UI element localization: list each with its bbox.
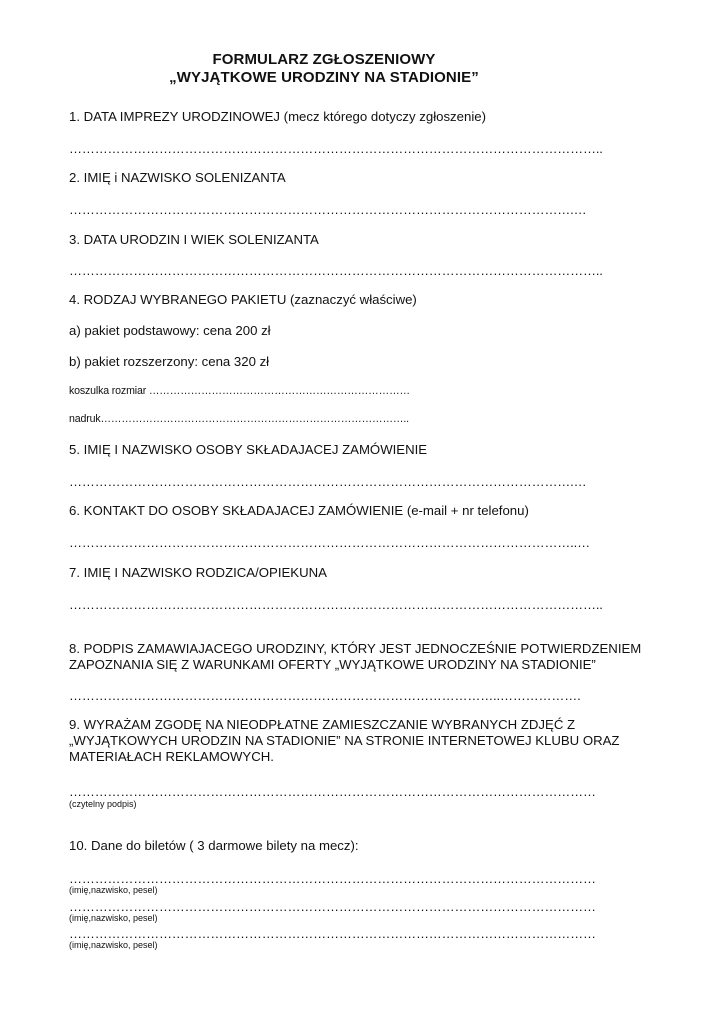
ticket-1-line[interactable]: …………………………………………………………………………………………………………… [69,871,596,886]
package-extended-option[interactable]: b) pakiet rozszerzony: cena 320 zł [69,354,270,369]
form-title-line-2: „WYJĄTKOWE URODZINY NA STADIONIE” [169,69,479,86]
question-2-answer-line[interactable]: ……………………………………………………………………………………………………….… [69,202,587,217]
ticket-1-caption: (imię,nazwisko, pesel) [69,885,158,895]
question-5-label: 5. IMIĘ I NAZWISKO OSOBY SKŁADAJACEJ ZAMÓWIENIE [69,442,428,457]
ticket-2-caption: (imię,nazwisko, pesel) [69,913,158,923]
ticket-3-caption: (imię,nazwisko, pesel) [69,940,158,950]
question-9-label: 9. WYRAŻAM ZGODĘ NA NIEODPŁATNE ZAMIESZCZANIE WYBRANYCH ZDJĘĆ Z „WYJĄTKOWYCH URODZIN NA STADIONIE” NA STRONIE INTERNETOWEJ KLUBU ORAZ MATERIAŁACH REKLAMOWYCH. [69,717,620,764]
question-3-label: 3. DATA URODZIN I WIEK SOLENIZANTA [69,232,319,247]
question-8-label: 8. PODPIS ZAMAWIAJACEGO URODZINY, KTÓRY JEST JEDNOCZEŚNIE POTWIERDZENIEM ZAPOZNANIA SIĘ Z WARUNKAMI OFERTY „WYJĄTKOWE URODZINY NA STADIONIE” [69,641,642,672]
question-5-answer-line[interactable]: ……………………………………………………………………………………………………….… [69,474,587,489]
question-7-label: 7. IMIĘ I NAZWISKO RODZICA/OPIEKUNA [69,565,327,580]
shirt-print-field[interactable]: nadruk…………………………………………………………………………….. [69,413,409,425]
form-title-line-1: FORMULARZ ZGŁOSZENIOWY [212,51,436,68]
package-basic-option[interactable]: a) pakiet podstawowy: cena 200 zł [69,323,271,338]
question-3-answer-line[interactable]: …………………………………………………………………………………………………………….. [69,263,603,278]
question-10-label: 10. Dane do biletów ( 3 darmowe bilety na mecz): [69,838,359,853]
question-9-caption: (czytelny podpis) [69,799,137,809]
question-1-answer-line[interactable]: …………………………………………………………………………………………………………….. [69,141,603,156]
question-9-signature-line[interactable]: …………………………………………………………………………………………………………… [69,784,596,799]
question-4-label: 4. RODZAJ WYBRANEGO PAKIETU (zaznaczyć właściwe) [69,292,417,307]
question-2-label: 2. IMIĘ i NAZWISKO SOLENIZANTA [69,170,286,185]
question-6-label: 6. KONTAKT DO OSOBY SKŁADAJACEJ ZAMÓWIENIE (e-mail + nr telefonu) [69,503,529,518]
question-7-answer-line[interactable]: …………………………………………………………………………………………………………….. [69,597,603,612]
question-8-signature-line[interactable]: ………………………………………………………………………………………..………………. [69,688,581,703]
question-6-answer-line[interactable]: ………………………………………………………………………………………………………..… [69,535,590,550]
question-1-label: 1. DATA IMPREZY URODZINOWEJ (mecz którego dotyczy zgłoszenie) [69,109,486,124]
ticket-3-line[interactable]: …………………………………………………………………………………………………………… [69,926,596,941]
ticket-2-line[interactable]: …………………………………………………………………………………………………………… [69,899,596,914]
shirt-size-field[interactable]: koszulka rozmiar ………………………………………………………………… [69,385,410,397]
